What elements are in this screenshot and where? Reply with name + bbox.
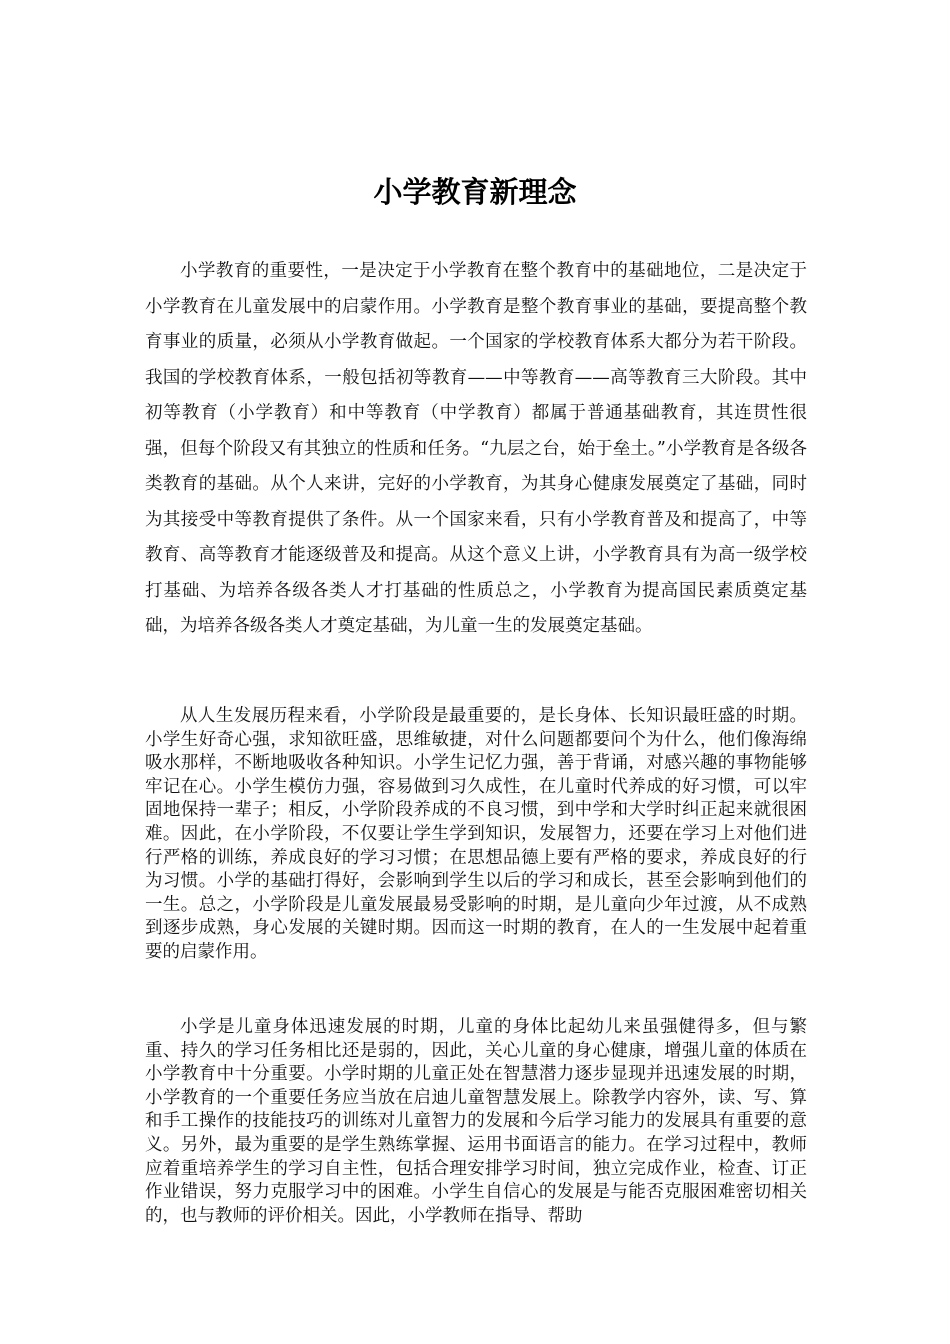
paragraph-importance: 小学教育的重要性，一是决定于小学教育在整个教育中的基础地位，二是决定于小学教育在儿童发展中的启蒙作用。小学教育是整个教育事业的基础，要提高整个教育事业的质量，必须从小学教育做起。一个国家的学校教育体系大都分为若干阶段。我国的学校教育体系，一般包括初等教育——中等教育——高等教育三大阶段。其中初等教育（小学教育）和中等教育（中学教育）都属于普通基础教育，其连贯性很强，但每个阶段又有其独立的性质和任务。“九层之台，始于垒土。”小学教育是各级各类教育的基础。从个人来讲，完好的小学教育，为其身心健康发展奠定了基础，同时为其接受中等教育提供了条件。从一个国家来看，只有小学教育普及和提高了，中等教育、高等教育才能逐级普及和提高。从这个意义上讲，小学教育具有为高一级学校打基础、为培养各级各类人才打基础的性质总之，小学教育为提高国民素质奠定基础，为培养各级各类人才奠定基础，为儿童一生的发展奠定基础。 (145, 261, 807, 636)
document-title: 小学教育新理念 (373, 175, 577, 209)
paragraph-development-stage: 从人生发展历程来看，小学阶段是最重要的，是长身体、长知识最旺盛的时期。小学生好奇心强，求知欲旺盛，思维敏捷，对什么问题都要问个为什么，他们像海绵吸水那样，不断地吸收各种知识。小学生记忆力强，善于背诵，对感兴趣的事物能够牢记在心。小学生模仿力强，容易做到习久成性，在儿童时代养成的好习惯，可以牢固地保持一辈子；相反，小学阶段养成的不良习惯，到中学和大学时纠正起来就很困难。因此，在小学阶段，不仅要让学生学到知识，发展智力，还要在学习上对他们进行严格的训练，养成良好的学习习惯；在思想品德上要有严格的要求，养成良好的行为习惯。小学的基础打得好，会影响到学生以后的学习和成长，甚至会影响到他们的一生。总之，小学阶段是儿童发展最易受影响的时期，是儿童向少年过渡，从不成熟到逐步成熟，身心发展的关键时期。因而这一时期的教育，在人的一生发展中起着重要的启蒙作用。 (145, 706, 807, 962)
paragraph-physical-growth: 小学是儿童身体迅速发展的时期，儿童的身体比起幼儿来虽强健得多，但与繁重、持久的学习任务相比还是弱的，因此，关心儿童的身心健康，增强儿童的体质在小学教育中十分重要。小学时期的儿童正处在智慧潜力逐步显现并迅速发展的时期，小学教育的一个重要任务应当放在启迪儿童智慧发展上。除教学内容外，读、写、算和手工操作的技能技巧的训练对儿童智力的发展和今后学习能力的发展具有重要的意义。另外，最为重要的是学生熟练掌握、运用书面语言的能力。在学习过程中，教师应着重培养学生的学习自主性，包括合理安排学习时间，独立完成作业，检查、订正作业错误，努力克服学习中的困难。小学生自信心的发展是与能否克服困难密切相关的，也与教师的评价相关。因此，小学教师在指导、帮助 (145, 1017, 807, 1226)
